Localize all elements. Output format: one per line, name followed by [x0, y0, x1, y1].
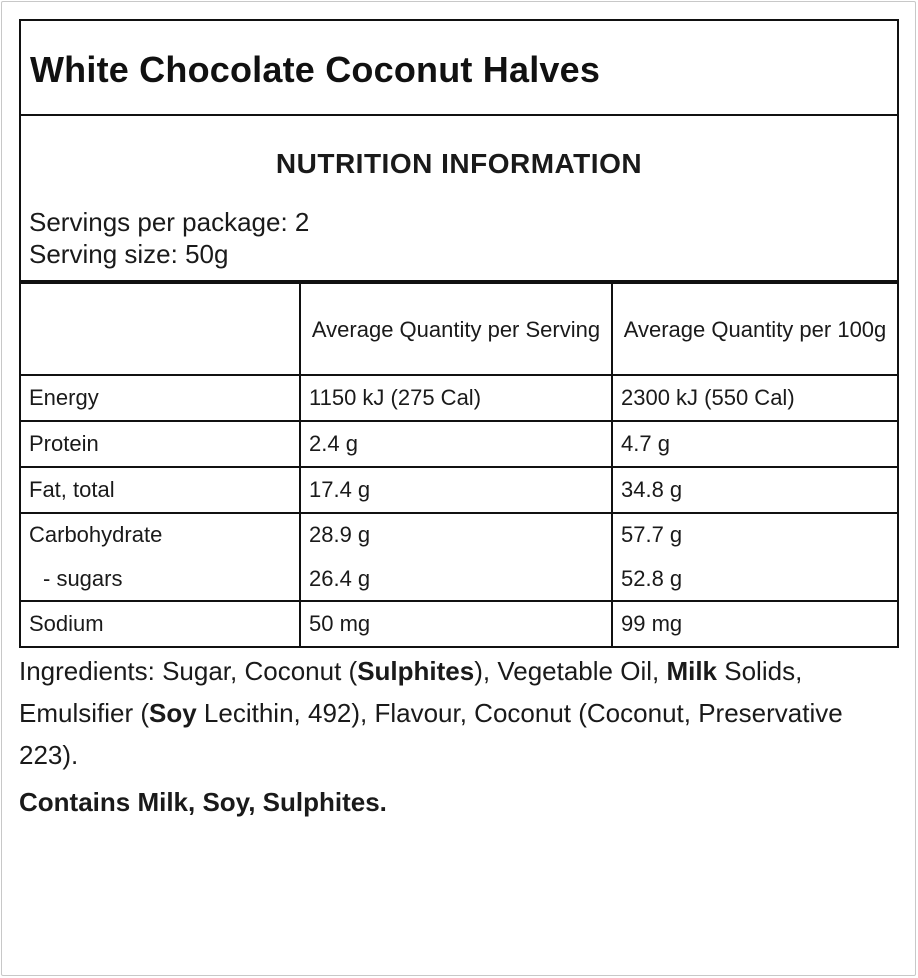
- carbohydrate-per-100g-group: [612, 513, 898, 601]
- row-label-fat: Fat, total: [20, 467, 300, 513]
- allergen-soy: Soy: [149, 698, 197, 728]
- ingredients-text: [19, 650, 899, 776]
- serving-size: Serving size: 50g: [29, 239, 229, 269]
- table-row: [20, 421, 898, 467]
- sugars-per-serving: 26.4 g: [309, 566, 371, 591]
- fat-per-serving: 17.4 g: [300, 467, 612, 513]
- protein-per-100g: 4.7 g: [612, 421, 898, 467]
- sodium-per-100g: 99 mg: [612, 601, 898, 647]
- nutrition-panel: [19, 19, 899, 648]
- table-row: [20, 513, 898, 601]
- table-row: [20, 375, 898, 421]
- row-label-sodium: Sodium: [20, 601, 300, 647]
- allergen-statement: Contains Milk, Soy, Sulphites.: [19, 787, 387, 817]
- serving-info: [29, 206, 309, 270]
- header-per-100g: Average Quantity per 100g: [612, 283, 898, 375]
- ingredients-part: Ingredients: Sugar, Coconut (: [19, 656, 358, 686]
- servings-per-package: Servings per package: 2: [29, 207, 310, 237]
- nutrition-heading: NUTRITION INFORMATION: [275, 148, 643, 179]
- sugars-per-100g: 52.8 g: [621, 566, 683, 591]
- energy-per-100g: 2300 kJ (550 Cal): [612, 375, 898, 421]
- energy-per-serving: 1150 kJ (275 Cal): [300, 375, 612, 421]
- allergen-sulphites: Sulphites: [357, 656, 475, 686]
- table-header-row: [20, 283, 898, 375]
- ingredients-part: ), Vegetable Oil,: [474, 656, 667, 686]
- row-label-carbohydrate: Carbohydrate: [29, 522, 163, 547]
- header-empty-cell: [20, 283, 300, 375]
- row-label-energy: Energy: [20, 375, 300, 421]
- sodium-per-serving: 50 mg: [300, 601, 612, 647]
- allergen-milk: Milk: [666, 656, 718, 686]
- fat-per-100g: 34.8 g: [612, 467, 898, 513]
- table-row: [20, 467, 898, 513]
- ingredients-part: Lecithin, 492), Flavour, Coconut (Coconut, Preservative 223).: [19, 698, 843, 770]
- nutrition-table: [19, 282, 899, 648]
- carbohydrate-per-serving: 28.9 g: [309, 522, 371, 547]
- carbohydrate-per-serving-group: [300, 513, 612, 601]
- header-per-serving: Average Quantity per Serving: [300, 283, 612, 375]
- title-box: [21, 21, 897, 116]
- row-label-carbohydrate-group: [20, 513, 300, 601]
- product-title: White Chocolate Coconut Halves: [30, 48, 601, 90]
- protein-per-serving: 2.4 g: [300, 421, 612, 467]
- ingredients-part: Solids, Emulsifier (: [19, 656, 803, 728]
- carbohydrate-per-100g: 57.7 g: [621, 522, 683, 547]
- row-label-protein: Protein: [20, 421, 300, 467]
- table-row: [20, 601, 898, 647]
- nutrition-info-box: [21, 116, 897, 282]
- row-label-sugars: - sugars: [43, 566, 123, 591]
